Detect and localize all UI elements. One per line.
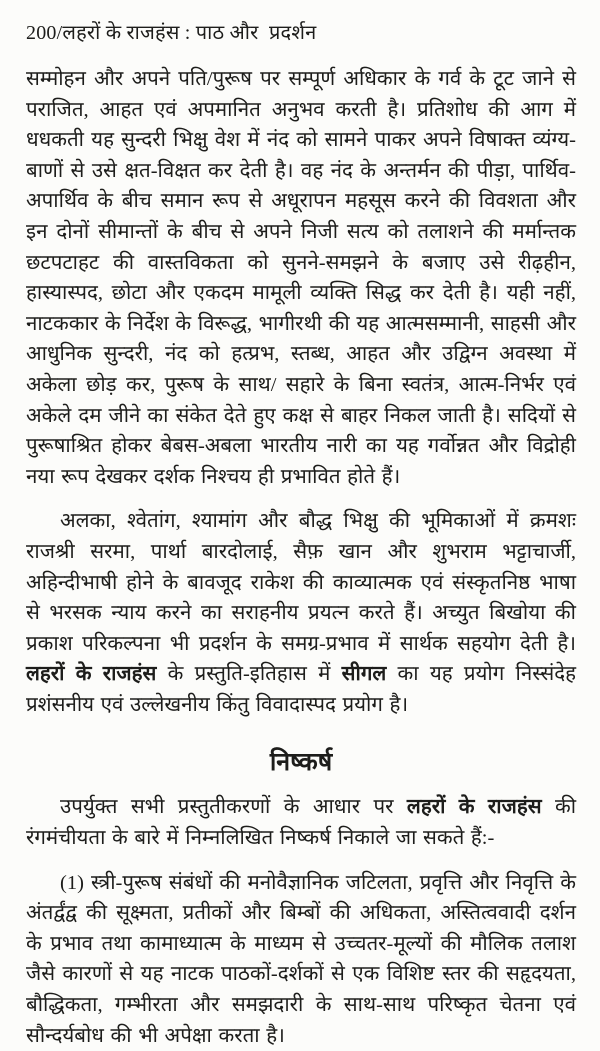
text-run: सम्मोहन और अपने पति/पुरूष पर सम्पूर्ण अधिकार के गर्व के टूट जाने से पराजित, आहत एवं अपमानित अनुभव करती है। प्रतिशोध की आग में धधकती यह सुन्दरी भिक्षु वेश में नंद को सामने पाकर अपने विषाक्त व्यंग्य-बाणों से उसे क्षत-विक्षत कर देती है। वह नंद के अन्तर्मन की पीड़ा, पार्थिव-अपार्थिव के बीच समान रूप से अधूरापन महसूस करने की विवशता और इन दोनों सीमान्तों के बीच से अपने निजी सत्य को तलाशने की मर्मान्तक छटपटाहट की वास्तविकता को सुनने-समझने के बजाए उसे रीढ़हीन, हास्यास्पद, छोटा और एकदम मामूली व्यक्ति सिद्ध कर देती है। यही नहीं, नाटककार के निर्देश के विरूद्ध, भागीरथी की यह आत्मसम्मानी, साहसी और आधुनिक सुन्दरी, नंद को हत्प्रभ, स्तब्ध, आहत और उद्विग्न अवस्था में अकेला छोड़ कर, पुरूष के साथ/ सहारे के बिना स्वतंत्र, आत्म-निर्भर एवं अकेले दम जीने का संकेत देते हुए कक्ष से बाहर निकल जाती है। सदियों से पुरूषाश्रित होकर बेबस-अबला भारतीय नारी का यह गर्वोन्नत और विद्रोही नया रूप देखकर दर्शक निश्चय ही प्रभावित होते हैं। xyxy=(26,68,576,488)
paragraph-cast-and-production xyxy=(26,506,576,720)
bold-text-run: लहरों के राजहंस xyxy=(26,663,157,686)
running-header: 200/लहरों के राजहंस : पाठ और प्रदर्शन xyxy=(26,22,317,44)
text-run: के प्रस्तुति-इतिहास में xyxy=(156,663,342,686)
paragraph-conclusion-point-1 xyxy=(26,868,576,1051)
text-run: अलका, श्वेतांग, श्यामांग और बौद्ध भिक्षु की भूमिकाओं में क्रमशः राजश्री सरमा, पार्था बारदोलाई, सैफ़ खान और शुभराम भट्टाचार्जी, अहिन्दीभाषी होने के बावजूद राकेश की काव्यात्मक एवं संस्कृतनिष्ठ भाषा से भरसक न्याय करने का सराहनीय प्रयत्न करते हैं। अच्युत बिखोया की प्रकाश परिकल्पना भी प्रदर्शन के समग्र-प्रभाव में सार्थक सहयोग देती है। xyxy=(26,510,576,655)
section-heading-nishkarsh: निष्कर्ष xyxy=(269,749,333,777)
text-run: की रंगमंचीयता के बारे में निम्नलिखित निष्कर्ष निकाले जा सकते हैं:- xyxy=(26,796,576,850)
paragraph-continuation xyxy=(26,64,576,492)
bold-text-run: लहरों के राजहंस xyxy=(406,796,542,819)
text-run: उपर्युक्त सभी प्रस्तुतीकरणों के आधार पर xyxy=(60,796,407,819)
paragraph-conclusion-intro xyxy=(26,792,576,853)
bold-text-run: सीगल xyxy=(341,663,387,686)
text-run: का यह प्रयोग निस्संदेह प्रशंसनीय एवं उल्लेखनीय किंतु विवादास्पद प्रयोग है। xyxy=(26,663,577,716)
text-run: (1) स्त्री-पुरूष संबंधों की मनोवैज्ञानिक जटिलता, प्रवृत्ति और निवृत्ति के अंतर्द्वंद्व की सूक्ष्मता, प्रतीकों और बिम्बों की अधिकता, अस्तित्ववादी दर्शन के प्रभाव तथा कामाध्यात्म के माध्यम से उच्चतर-मूल्यों की मौलिक तलाश जैसे कारणों से यह नाटक पाठकों-दर्शकों से एक विशिष्ट स्तर की सहृदयता, बौद्धिकता, गम्भीरता और समझदारी के साथ-साथ परिष्कृत चेतना एवं सौन्दर्यबोध की भी अपेक्षा करता है। xyxy=(26,871,576,1047)
